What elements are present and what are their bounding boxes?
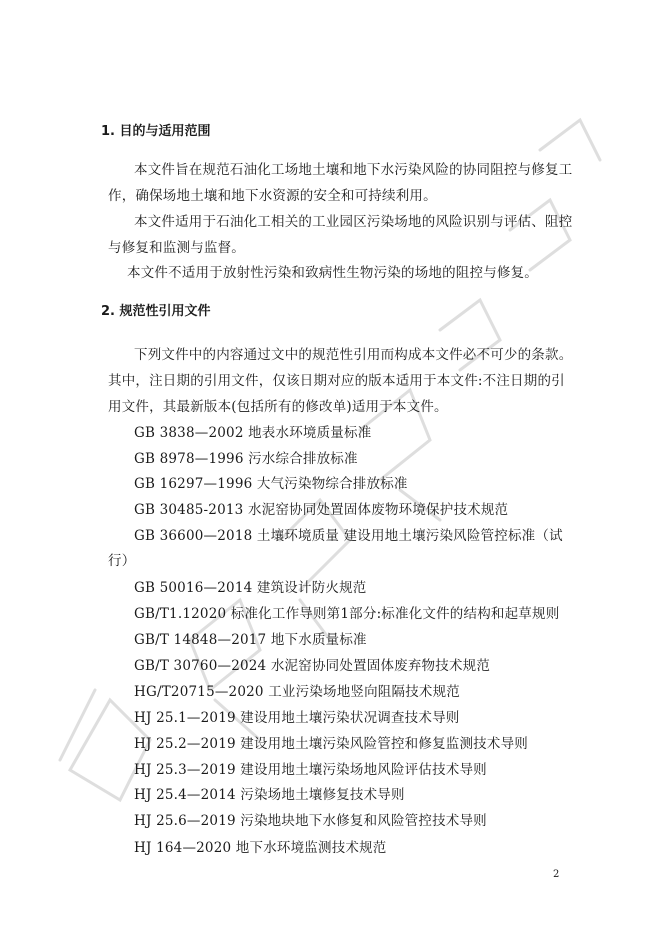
reference-item: GB 16297—1996 大气污染物综合排放标准 xyxy=(134,476,408,492)
paragraph-line: 作，确保场地土壤和地下水资源的安全和可持续利用。 xyxy=(108,188,437,204)
reference-item: HJ 25.1—2019 建设用地土壤污染状况调查技术导则 xyxy=(134,710,460,726)
paragraph-line: 下列文件中的内容通过文中的规范性引用而构成本文件必不可少的条款。 xyxy=(134,347,573,363)
reference-item: HJ 164—2020 地下水环境监测技术规范 xyxy=(134,840,387,856)
reference-item: HJ 25.6—2019 污染地块地下水修复和风险管控技术导则 xyxy=(134,813,487,829)
paragraph-line: 本文件适用于石油化工相关的工业园区污染场地的风险识别与评估、阻控 xyxy=(134,214,573,230)
reference-item: GB 8978—1996 污水综合排放标准 xyxy=(134,451,358,467)
paragraph-line: 用文件，其最新版本(包括所有的修改单)适用于本文件。 xyxy=(108,399,448,415)
reference-item: GB/T 14848—2017 地下水质量标准 xyxy=(134,632,367,648)
reference-item-continuation: 行） xyxy=(108,553,136,569)
section-2-heading: 2. 规范性引用文件 xyxy=(101,304,211,319)
reference-item: GB 3838—2002 地表水环境质量标准 xyxy=(134,425,372,441)
reference-item: GB 36600—2018 土壤环境质量 建设用地土壤污染风险管控标准（试 xyxy=(134,528,563,544)
reference-item: GB 50016—2014 建筑设计防火规范 xyxy=(134,580,367,596)
reference-item: HJ 25.3—2019 建设用地土壤污染场地风险评估技术导则 xyxy=(134,762,487,778)
reference-item: GB/T 30760—2024 水泥窑协同处置固体废弃物技术规范 xyxy=(134,658,491,674)
paragraph-line: 本文件旨在规范石油化工场地土壤和地下水污染风险的协同阻控与修复工 xyxy=(134,162,573,178)
paragraph-line: 其中，注日期的引用文件，仅该日期对应的版本适用于本文件:不注日期的引 xyxy=(108,373,565,389)
page-number: 2 xyxy=(553,869,560,880)
reference-item: GB/T1.12020 标准化工作导则第1部分:标准化文件的结构和起草规则 xyxy=(134,606,560,622)
reference-item: GB 30485-2013 水泥窑协同处置固体废物环境保护技术规范 xyxy=(134,502,509,518)
paragraph-line: 与修复和监测与监督。 xyxy=(108,240,245,256)
paragraph-line: 本文件不适用于放射性污染和致病性生物污染的场地的阻控与修复。 xyxy=(127,265,538,281)
reference-item: HG/T20715—2020 工业污染场地竖向阻隔技术规范 xyxy=(134,684,461,700)
reference-item: HJ 25.4—2014 污染场地土壤修复技术导则 xyxy=(134,787,405,803)
section-1-heading: 1. 目的与适用范围 xyxy=(101,124,211,139)
reference-item: HJ 25.2—2019 建设用地土壤污染风险管控和修复监测技术导则 xyxy=(134,736,528,752)
